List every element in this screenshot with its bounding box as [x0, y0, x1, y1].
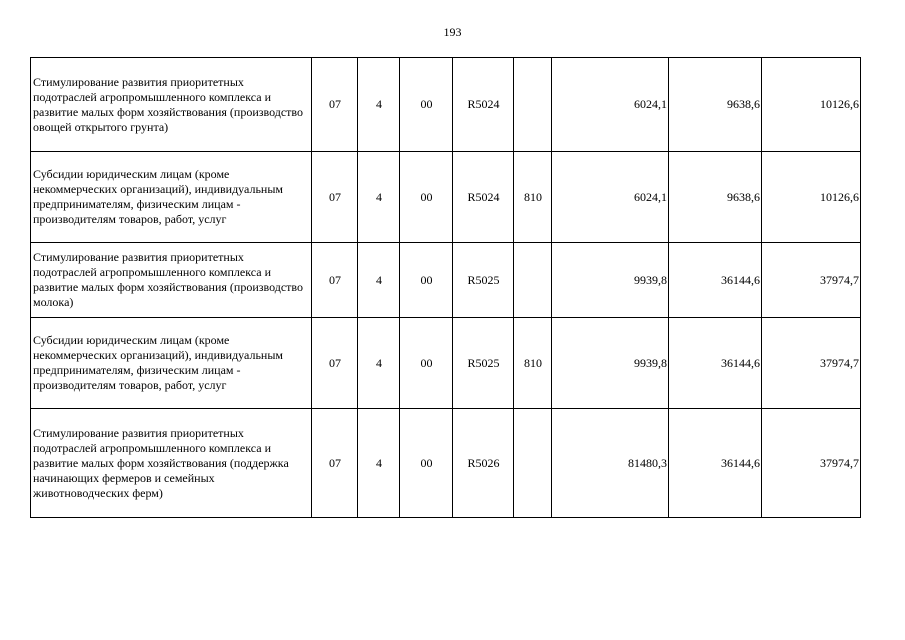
section-code: 07	[312, 318, 358, 409]
program-code: 4	[358, 318, 400, 409]
program-code: 4	[358, 409, 400, 518]
row-name: Стимулирование развития приоритетных подотраслей агропромышленного комплекса и развитие малых форм хозяйствования (производство молока)	[31, 243, 312, 318]
sum-year-2: 36144,6	[669, 409, 762, 518]
row-name: Субсидии юридическим лицам (кроме некоммерческих организаций), индивидуальным предпринимателям, физическим лицам - производителям товаров, работ, услуг	[31, 318, 312, 409]
table-row	[31, 243, 861, 318]
sum-year-2: 36144,6	[669, 243, 762, 318]
target-code: R5024	[453, 58, 514, 152]
budget-table	[30, 57, 861, 518]
table-row	[31, 409, 861, 518]
target-code: R5025	[453, 243, 514, 318]
subprogram-code: 00	[400, 409, 453, 518]
section-code: 07	[312, 152, 358, 243]
sum-year-2: 36144,6	[669, 318, 762, 409]
program-code: 4	[358, 152, 400, 243]
table-row	[31, 58, 861, 152]
expense-type-code	[514, 409, 552, 518]
sum-year-1: 6024,1	[552, 58, 669, 152]
sum-year-3: 37974,7	[762, 243, 861, 318]
target-code: R5024	[453, 152, 514, 243]
subprogram-code: 00	[400, 58, 453, 152]
row-name: Стимулирование развития приоритетных подотраслей агропромышленного комплекса и развитие малых форм хозяйствования (поддержка начинающих фермеров и семейных животноводческих ферм)	[31, 409, 312, 518]
expense-type-code: 810	[514, 318, 552, 409]
program-code: 4	[358, 243, 400, 318]
section-code: 07	[312, 409, 358, 518]
subprogram-code: 00	[400, 318, 453, 409]
row-name: Субсидии юридическим лицам (кроме некоммерческих организаций), индивидуальным предпринимателям, физическим лицам - производителям товаров, работ, услуг	[31, 152, 312, 243]
sum-year-1: 9939,8	[552, 243, 669, 318]
subprogram-code: 00	[400, 152, 453, 243]
sum-year-1: 81480,3	[552, 409, 669, 518]
row-name: Стимулирование развития приоритетных подотраслей агропромышленного комплекса и развитие малых форм хозяйствования (производство овощей открытого грунта)	[31, 58, 312, 152]
expense-type-code	[514, 243, 552, 318]
sum-year-3: 10126,6	[762, 58, 861, 152]
subprogram-code: 00	[400, 243, 453, 318]
table-row	[31, 152, 861, 243]
expense-type-code	[514, 58, 552, 152]
section-code: 07	[312, 243, 358, 318]
sum-year-1: 9939,8	[552, 318, 669, 409]
sum-year-2: 9638,6	[669, 152, 762, 243]
section-code: 07	[312, 58, 358, 152]
page-number: 193	[443, 25, 462, 39]
sum-year-2: 9638,6	[669, 58, 762, 152]
sum-year-3: 37974,7	[762, 409, 861, 518]
sum-year-3: 37974,7	[762, 318, 861, 409]
sum-year-1: 6024,1	[552, 152, 669, 243]
sum-year-3: 10126,6	[762, 152, 861, 243]
program-code: 4	[358, 58, 400, 152]
target-code: R5026	[453, 409, 514, 518]
expense-type-code: 810	[514, 152, 552, 243]
target-code: R5025	[453, 318, 514, 409]
table-row	[31, 318, 861, 409]
